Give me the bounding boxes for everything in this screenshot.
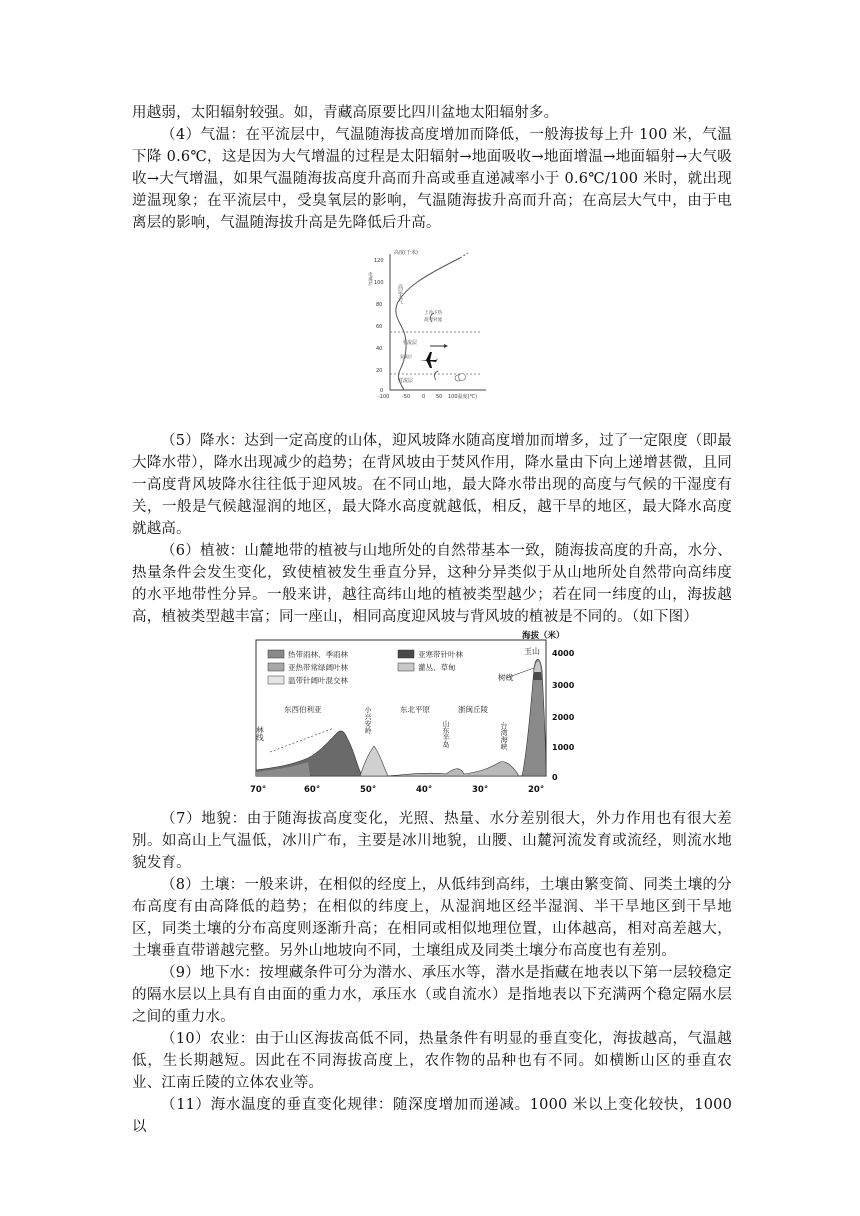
x-tick: 50 [436,394,443,400]
x-tick: 100温度(℃) [448,394,478,400]
legend-swatch [268,663,284,671]
taiwan-label: 台湾海峡 [500,722,508,750]
x-tick: 30° [472,785,489,795]
x-tick: 50° [360,785,377,795]
dongbei-label: 东北平原 [400,705,430,714]
vegetation-profile-figure [250,628,600,798]
y-tick: 1000 [552,743,575,752]
y-axis-title: 高度(千米) [394,250,418,256]
paragraph-vegetation: （6）植被：山麓地带的植被与山地所处的自然带基本一致，随海拔高度的升高，水分、热量条件会发生变化，致使植被发生垂直分异，这种分异类似于从山地所处自然带向高纬度的水平地带性分异。一般来讲，越往高纬山地的植被类型越少；若在同一纬度的山，海拔越高，植被类型越丰富；同一座山，相同高度迎风坡与背风坡的植被是不同的。（如下图） [132,543,732,625]
ozone-label: 臭氧层 [400,354,412,359]
legend-label: 亚寒带针叶林 [418,650,463,659]
plain-terrain [388,762,518,776]
y-tick: 2000 [552,713,575,722]
xiaoxinganling-terrain [360,746,388,776]
y-tick: 20 [376,368,383,374]
x-tick: -100 [378,394,390,400]
airplane-icon [420,352,438,368]
x-tick: 0 [422,394,426,400]
paragraph-agriculture: （10）农业：由于山区海拔高低不同，热量条件有明显的垂直变化，海拔越高，气温越低，生长期越短。因此在不同海拔高度上，农作物的品种也有不同。如横断山区的垂直农业、江南丘陵的立体农业等。 [132,1031,732,1091]
y-axis-title: 海拔（米） [522,631,565,641]
y-tick: 4000 [552,649,575,658]
x-tick: 70° [250,785,267,795]
legend-swatch [268,676,284,684]
treeline-right-label: 树线 [498,673,513,682]
upper-note-2: 高空对流 [424,318,442,323]
paragraph-temperature: （4）气温：在平流层中，气温随海拔高度增加而降低，一般海拔每上升 100 米，气温下降 0.6℃，这是因为大气增温的过程是太阳辐射→地面吸收→地面增温→地面辐射→大气吸收→大气增温，如果气温随海拔高度升高而升高或垂直递减率小于 0.6℃/100 米时，就出现逆温现象；在平流层中，受臭氧层的影响，气温随海拔升高而升高；在高层大气中，由于电离层的影响，气温随海拔升高是先降低后升高。 [132,127,732,231]
legend-label: 热带雨林、季雨林 [288,650,348,659]
legend-label: 灌丛、草甸 [418,663,456,672]
upper-note: 上冷下热 [424,311,442,316]
paragraph-soil: （8）土壤：一般来讲，在相似的经度上，从低纬到高纬，土壤由繁变简、同类土壤的分布高度有由高降低的趋势；在相似的纬度上，从湿润地区经半湿润、半干旱地区到干旱地区，同类土壤的分布高度则逐渐升高；在相同或相似地理位置，山体越高，相对高差越大，土壤垂直带谱越完整。另外山地坡向不同，土壤组成及同类土壤分布高度也有差别。 [132,877,732,959]
arrow-head-icon [444,344,448,348]
yushan-label: 玉山 [524,647,540,656]
y-tick: 60 [376,324,383,330]
paragraph-landform: （7）地貌：由于随海拔高度变化，光照、热量、水分差别很大，外力作用也有很大差别。如高山上气温低，冰川广布，主要是冰川地貌，山腰、山麓河流发育或流经，则流水地貌发育。 [132,811,732,871]
zhemin-label: 浙闽丘陵 [458,705,488,714]
siberia-label: 东西伯利亚 [284,705,322,714]
y-tick: 120 [374,258,384,264]
legend-swatch [398,650,414,658]
temperature-curve-extension [460,253,468,258]
y-tick: 80 [376,302,383,308]
atmosphere-temperature-figure [364,244,494,404]
troposphere-label: 对流层 [398,378,414,384]
upper-atmosphere-label: 高层大气 [397,284,403,304]
ionosphere-label: 电离层 [367,272,373,286]
paragraph-sea-temperature: （11）海水温度的垂直变化规律：随深度增加而递减。1000 米以上变化较快，1000 以 [132,1097,732,1135]
shandong-label: 山东半岛 [442,720,450,748]
x-tick: 60° [304,785,321,795]
legend-swatch [268,650,284,658]
x-tick: 20° [528,785,545,795]
x-tick: 40° [416,785,433,795]
y-tick: 0 [380,388,384,394]
temperature-curve [396,258,460,390]
y-tick: 100 [374,280,384,286]
y-tick: 0 [552,773,558,782]
cloud-icon [455,374,466,382]
y-tick: 40 [376,346,383,352]
paragraph-groundwater: （9）地下水：按埋藏条件可分为潜水、承压水等，潜水是指藏在地表以下第一层较稳定的隔水层以上具有自由面的重力水，承压水（或自流水）是指地表以下充满两个稳定隔水层之间的重力水。 [132,965,732,1025]
legend-label: 亚热带常绿阔叶林 [288,663,348,672]
xiaoxinganling-label: 小兴安岭 [364,706,372,734]
treeline-left-label: 林线 [255,726,265,741]
y-tick: 3000 [552,681,575,690]
stratosphere-label: 平流层 [402,340,418,346]
legend [268,649,463,685]
legend-label: 温带针阔叶混交林 [288,676,348,685]
paragraph-radiation-end: 用越弱，太阳辐射较强。如，青藏高原要比四川盆地太阳辐射多。 [132,105,559,121]
x-tick: -50 [402,394,411,400]
legend-swatch [398,663,414,671]
paragraph-precipitation: （5）降水：达到一定高度的山体，迎风坡降水随高度增加而增多，过了一定限度（即最大降水带），降水出现减少的趋势；在背风坡由于焚风作用，降水量由下向上递增甚微，且同一高度背风坡降水往往低于迎风坡。在不同山地，最大降水带出现的高度与气候的干湿度有关，一般是气候越湿润的地区，最大降水高度就越低，相反，越干旱的地区，最大降水高度就越高。 [132,433,732,537]
